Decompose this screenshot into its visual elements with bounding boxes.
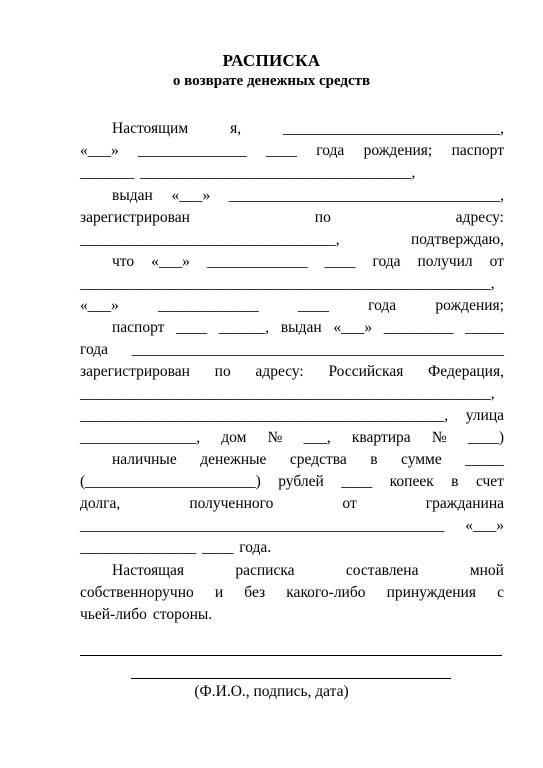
line-word: ___________________________________, — [140, 164, 416, 181]
line-word: № — [267, 429, 283, 446]
line-word: года — [368, 297, 397, 314]
line-word: денежные — [200, 451, 267, 468]
line-word: подтверждаю, — [410, 231, 504, 248]
line-word: зарегистрирован — [80, 209, 190, 226]
line-word: выдан — [112, 187, 153, 204]
text-line — [80, 493, 504, 514]
text-line — [80, 427, 504, 448]
line-word: собственноручно — [80, 584, 194, 601]
line-word: Настоящим — [112, 120, 189, 137]
line-word: ___________________________________, — [228, 187, 504, 204]
line-word: гражданина — [425, 495, 504, 512]
text-line — [80, 140, 504, 161]
text-line — [80, 383, 504, 404]
line-word: года. — [239, 539, 272, 556]
line-word: в — [370, 451, 378, 468]
text-line — [80, 471, 504, 492]
text-line — [80, 295, 504, 316]
line-word: «___» — [465, 517, 504, 534]
line-word: _________________________________, — [80, 231, 340, 248]
signature-caption: (Ф.И.О., подпись, дата) — [194, 683, 349, 700]
line-word: _____________ — [157, 297, 259, 314]
line-word: Настоящая — [112, 562, 185, 579]
line-word: _____ — [465, 319, 504, 336]
line-word: ____ — [202, 539, 234, 556]
document-title: РАСПИСКА — [222, 51, 321, 70]
text-line — [112, 317, 504, 338]
text-line — [80, 273, 504, 294]
line-word: рождения; — [363, 142, 433, 159]
line-word: ____ — [265, 142, 297, 159]
line-word: «___» — [80, 142, 119, 159]
line-word: _______________________________________________, — [80, 407, 449, 424]
line-word: паспорт — [112, 319, 165, 336]
text-line — [112, 185, 504, 206]
line-word: года — [372, 253, 401, 270]
line-word: «___» — [151, 253, 190, 270]
text-line — [112, 251, 504, 272]
line-word: квартира — [351, 429, 411, 446]
line-word: полученного — [189, 495, 274, 512]
line-word: ____ — [341, 473, 373, 490]
line-word: адресу: — [255, 363, 304, 380]
line-word: _______________, — [80, 429, 201, 446]
text-line — [80, 515, 504, 536]
line-word: ____________________________, — [283, 120, 504, 137]
signature-line-1 — [80, 655, 502, 656]
text-line — [80, 162, 504, 183]
line-word: дом — [221, 429, 247, 446]
document-subtitle: о возврате денежных средств — [172, 73, 371, 89]
line-word: адресу: — [455, 209, 504, 226]
line-word: ____ — [176, 319, 208, 336]
line-word: года — [80, 341, 109, 358]
line-word: ____ — [324, 253, 356, 270]
line-word: по — [214, 363, 231, 380]
line-word: «___» — [333, 319, 373, 336]
line-word: расписка — [235, 562, 295, 579]
text-line — [80, 207, 504, 228]
line-word: получил — [417, 253, 473, 270]
line-word: № — [431, 429, 447, 446]
line-word: наличные — [112, 451, 177, 468]
line-word: долга, — [80, 495, 121, 512]
line-word: без — [244, 584, 266, 601]
line-word: по — [314, 209, 331, 226]
line-word: _____ — [465, 451, 504, 468]
line-word: чьей-либо — [80, 606, 147, 623]
signature-line-2 — [131, 678, 451, 679]
text-line — [80, 339, 504, 360]
text-line — [80, 537, 504, 558]
line-word: в — [451, 473, 459, 490]
line-word: стороны. — [152, 606, 213, 623]
line-word: средства — [289, 451, 347, 468]
line-word: улица — [465, 407, 504, 424]
line-word: Российская — [328, 363, 404, 380]
line-word: от — [342, 495, 357, 512]
line-word: составлена — [345, 562, 419, 579]
line-word: принуждения — [386, 584, 476, 601]
line-word: _____________ — [206, 253, 308, 270]
line-word: _____________________________________________________, — [80, 385, 495, 402]
text-line — [80, 405, 504, 426]
line-word: _________ — [383, 319, 454, 336]
line-word: рождения; — [435, 297, 504, 314]
text-line — [112, 449, 504, 470]
line-word: «___» — [171, 187, 211, 204]
line-word: с — [497, 584, 504, 601]
text-line — [112, 118, 504, 139]
line-word: «___» — [80, 297, 119, 314]
line-word: ______, — [218, 319, 270, 336]
line-word: (______________________) — [80, 473, 261, 490]
text-line — [112, 560, 504, 581]
line-word: ______________ — [138, 142, 247, 159]
text-line — [80, 229, 504, 250]
line-word: _______________________________________________ — [80, 517, 445, 534]
line-word: ____) — [467, 429, 504, 446]
line-word: копеек — [389, 473, 434, 490]
line-word: _____________________________________________________, — [80, 275, 495, 292]
line-word: счет — [475, 473, 504, 490]
line-word: и — [214, 584, 224, 601]
line-word: от — [489, 253, 504, 270]
text-line — [80, 582, 504, 603]
line-word: что — [112, 253, 135, 270]
line-word: я, — [230, 120, 242, 137]
line-word: сумме — [401, 451, 442, 468]
text-line — [80, 361, 504, 382]
line-word: мной — [469, 562, 504, 579]
line-word: ____ — [297, 297, 329, 314]
line-word: _______________ — [80, 539, 197, 556]
text-line — [80, 604, 504, 625]
line-word: паспорт — [451, 142, 504, 159]
line-word: какого-либо — [286, 584, 366, 601]
line-word: _______ — [80, 164, 135, 181]
line-word: Федерация, — [428, 363, 504, 380]
line-word: выдан — [280, 319, 322, 336]
line-word: года — [316, 142, 345, 159]
line-word: ________________________________________________ — [132, 341, 504, 358]
line-word: ___, — [303, 429, 331, 446]
line-word: зарегистрирован — [80, 363, 190, 380]
line-word: рублей — [278, 473, 324, 490]
